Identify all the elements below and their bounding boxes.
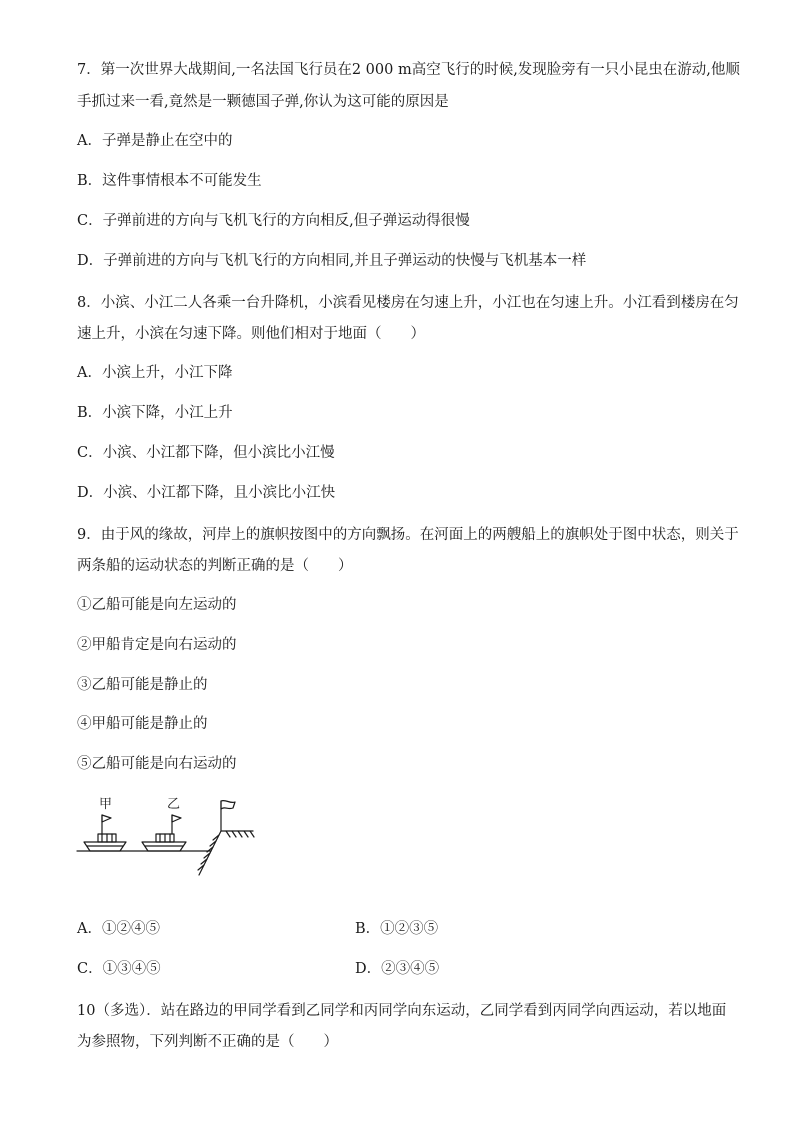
shore-slope (199, 851, 211, 875)
q8-stem-line2: 速上升，小滨在匀速下降。则他们相对于地面（ ） (77, 326, 425, 342)
q10-stem-line1: 10（多选）．站在路边的甲同学看到乙同学和丙同学向东运动，乙同学看到丙同学向西运动，若以地面 (77, 1003, 727, 1019)
q8-option-b: B．小滨下降，小江上升 (77, 405, 233, 421)
shore-flag (221, 801, 235, 809)
q8-option-c: C．小滨、小江都下降，但小滨比小江慢 (77, 445, 335, 461)
q7-stem-line2: 手抓过来一看,竟然是一颗德国子弹,你认为这可能的原因是 (77, 94, 449, 110)
q9-statement-1: ①乙船可能是向左运动的 (77, 597, 237, 613)
q9-stem-line2: 两条船的运动状态的判断正确的是（ ） (77, 558, 353, 574)
q9-option-c: C．①③④⑤ (77, 961, 161, 977)
boat-yi (142, 815, 186, 851)
boat-jia-label: 甲 (99, 797, 113, 812)
q7-option-d: D．子弹前进的方向与飞机飞行的方向相同,并且子弹运动的快慢与飞机基本一样 (77, 253, 587, 269)
boat-yi-flag (172, 815, 181, 822)
q9-statement-3: ③乙船可能是静止的 (77, 677, 208, 693)
q8-stem-line1: 8．小滨、小江二人各乘一台升降机，小滨看见楼房在匀速上升，小江也在匀速上升。小江看到楼房在匀 (77, 295, 739, 311)
q9-option-a: A．①②④⑤ (77, 921, 160, 937)
q9-statement-4: ④甲船可能是静止的 (77, 716, 208, 732)
boat-jia-flag (102, 815, 111, 822)
q9-statement-2: ②甲船肯定是向右运动的 (77, 637, 237, 653)
q9-stem-line1: 9．由于风的缘故，河岸上的旗帜按图中的方向飘扬。在河面上的两艘船上的旗帜处于图中状态，则关于 (77, 527, 739, 543)
q9-statement-5: ⑤乙船可能是向右运动的 (77, 756, 237, 772)
q7-option-c: C．子弹前进的方向与飞机飞行的方向相反,但子弹运动得很慢 (77, 213, 470, 229)
q8-option-a: A．小滨上升，小江下降 (77, 365, 233, 381)
q9-figure (74, 795, 264, 890)
q7-option-a: A．子弹是静止在空中的 (77, 133, 233, 149)
q9-option-d: D．②③④⑤ (355, 961, 440, 977)
q7-option-b: B．这件事情根本不可能发生 (77, 173, 262, 189)
q9-option-b: B．①②③⑤ (355, 921, 439, 937)
boat-yi-label: 乙 (167, 797, 181, 812)
boat-jia (84, 815, 126, 851)
q10-stem-line2: 为参照物，下列判断不正确的是（ ） (77, 1034, 338, 1050)
q8-option-d: D．小滨、小江都下降，且小滨比小江快 (77, 485, 336, 501)
q7-stem-line1: 7．第一次世界大战期间,一名法国飞行员在2 000 m高空飞行的时候,发现脸旁有一只小昆虫在游动,他顺 (77, 62, 740, 78)
